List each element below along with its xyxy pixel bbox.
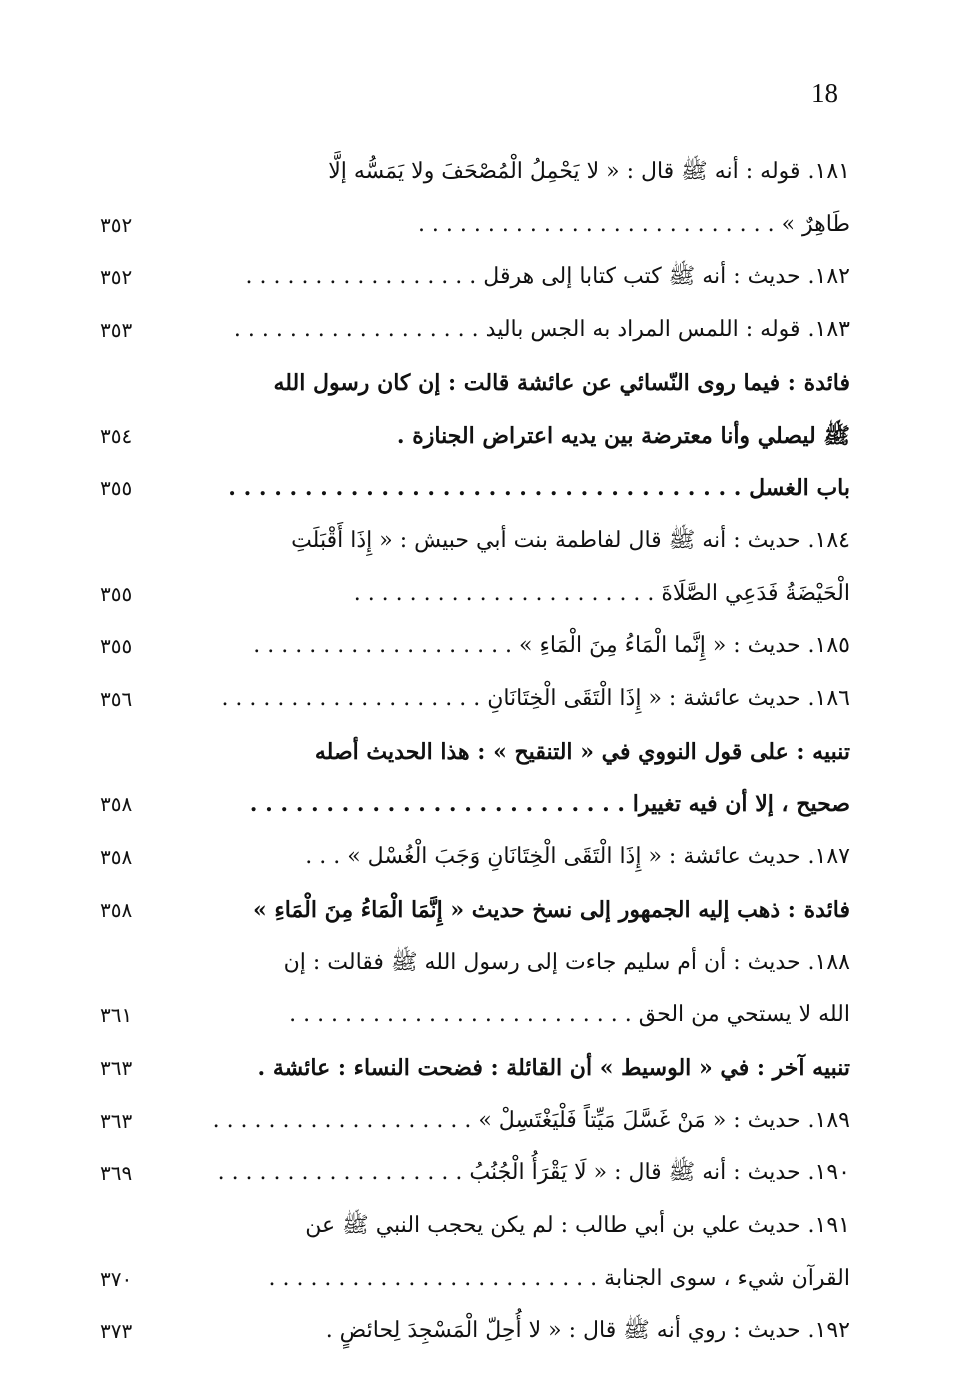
toc-entry-text: طَاهِرٌ »	[781, 212, 850, 237]
toc-entry-text: تنبيه : على قول النووي في « التنقيح » : هذا الحديث أصله	[314, 739, 850, 765]
toc-row	[100, 778, 850, 830]
toc-entry-text: ١٨٤. حديث : أنه ﷺ قال لفاطمة بنت أبي حبيش : « إِذَا أَقْبَلَتِ	[291, 528, 850, 553]
toc-entry	[210, 1200, 850, 1252]
toc-row	[100, 1095, 850, 1147]
toc-entry	[210, 515, 850, 567]
toc-entry	[210, 251, 850, 303]
toc-row	[100, 937, 850, 989]
toc-row	[100, 251, 850, 303]
toc-row	[100, 1042, 850, 1094]
toc-entry-text: ١٨٢. حديث : أنه ﷺ كتب كتابا إلى هرقل	[483, 264, 850, 289]
toc-entry	[210, 1253, 850, 1305]
toc-page-number: ٣٥٢	[100, 213, 133, 237]
toc-entry-text: ١٨١. قوله : أنه ﷺ قال : « لا يَحْمِلُ الْمُصْحَفَ ولا يَمَسُّه إلَّا	[328, 159, 850, 184]
toc-leader-dots: . . .	[305, 844, 348, 869]
page-number: 18	[811, 78, 838, 108]
toc-entry	[210, 726, 850, 778]
toc-entry	[210, 199, 850, 251]
toc-entry	[210, 462, 850, 514]
toc-entry-text: ١٩٢. حديث : روي أنه ﷺ قال : « لا أُحِلّ الْمَسْجِدَ لِحائضٍ .	[325, 1318, 850, 1343]
toc-entry-text: ١٨٧. حديث عائشة : « إِذَا الْتَقَى الْخِتَانَانِ وَجَبَ الْغُسْل »	[347, 844, 850, 869]
toc-entry-text: صحيح ، إلا أن فيه تغييرا	[632, 791, 850, 817]
toc-row	[100, 1253, 850, 1305]
toc-entry-text: ١٨٩. حديث : « مَنْ غَسَّلَ مَيِّتاً فَلْيَغْتَسِلْ »	[478, 1108, 850, 1133]
toc-leader-dots: . . . . . . . . . . . . . . . . . .	[233, 317, 486, 342]
toc-row	[100, 410, 850, 462]
toc-entry	[210, 410, 850, 462]
toc-page-number: ٣٦١	[100, 1003, 133, 1027]
toc-entry	[210, 568, 850, 620]
toc-entry	[210, 673, 850, 725]
toc-page-number: ٣٧٠	[100, 1267, 133, 1291]
toc-page-number: ٣٥٨	[100, 898, 133, 922]
toc-page-number: ٣٥٥	[100, 582, 133, 606]
toc-row	[100, 831, 850, 883]
toc-page-number: ٣٥٣	[100, 318, 133, 342]
toc-page-number: ٣٥٤	[100, 424, 133, 448]
toc-entry	[210, 778, 850, 830]
toc-leader-dots: . . . . . . . . . . . . . . . . . . . . . .	[353, 581, 662, 606]
toc-page-number: ٣٥٢	[100, 265, 133, 289]
toc-entry	[210, 1095, 850, 1147]
toc-entry-text: تنبيه آخر : في « الوسيط » أن القائلة : فضحت النساء : عائشة .	[257, 1055, 850, 1081]
toc-row	[100, 199, 850, 251]
toc-page-number: ٣٥٨	[100, 845, 133, 869]
toc-leader-dots: . . . . . . . . . . . . . . . . . . .	[221, 686, 488, 711]
toc-entry	[210, 1042, 850, 1094]
toc-entry	[210, 831, 850, 883]
toc-entry-text: الله لا يستحي من الحق	[638, 1002, 850, 1027]
toc-entry	[210, 304, 850, 356]
toc-entry-text: الْحَيْضَةُ فَدَعِي الصَّلَاةَ	[661, 581, 850, 606]
toc-entry-text: ١٩٠. حديث : أنه ﷺ قال : « لَا يَقْرَأُ الْجُنُبُ	[469, 1160, 850, 1185]
toc-row	[100, 1200, 850, 1252]
toc-leader-dots: . . . . . . . . . . . . . . . . . . . . . . . . .	[249, 791, 633, 817]
toc-entry	[210, 1147, 850, 1199]
toc-leader-dots: . . . . . . . . . . . . . . . . . . .	[212, 1108, 479, 1133]
toc-leader-dots: . . . . . . . . . . . . . . . . . . . . . . . .	[268, 1266, 605, 1291]
toc-entry-text: القرآن شيء ، سوى الجنابة	[604, 1266, 850, 1291]
toc-entry	[210, 989, 850, 1041]
toc-row	[100, 726, 850, 778]
toc-entry-text: ﷺ ليصلي وأنا معترضة بين يديه اعتراض الجنازة .	[396, 423, 850, 449]
toc-page-number: ٣٥٦	[100, 687, 133, 711]
toc-leader-dots: . . . . . . . . . . . . . . . . . . . . . . . . . .	[417, 212, 782, 237]
toc-page-number: ٣٥٨	[100, 792, 133, 816]
toc-entry	[210, 1305, 850, 1357]
toc-entry-text: فائدة : ذهب إليه الجمهور إلى نسخ حديث « إِنَّمَا الْمَاءُ مِنَ الْمَاءِ »	[252, 897, 850, 923]
toc-entry-text: ١٨٣. قوله : اللمس المراد به الجس باليد	[485, 317, 850, 342]
toc-page-number: ٣٦٩	[100, 1161, 133, 1185]
toc-leader-dots: . . . . . . . . . . . . . . . . . . . . . . . . .	[289, 1002, 639, 1027]
toc-entry-text: باب الغسل	[749, 475, 850, 501]
toc-row	[100, 673, 850, 725]
toc-entry-text: ١٨٥. حديث : « إِنَّما الْمَاءُ مِنَ الْمَاءِ »	[519, 633, 850, 658]
toc-row	[100, 146, 850, 198]
toc-entry-text: ١٨٦. حديث عائشة : « إِذَا الْتَقَى الْخِتَانَانِ	[487, 686, 850, 711]
toc-row	[100, 989, 850, 1041]
toc-row	[100, 357, 850, 409]
toc-row	[100, 515, 850, 567]
toc-leader-dots: . . . . . . . . . . . . . . . . . . . . . . . . . . . . . . . . . .	[228, 475, 750, 501]
toc-row	[100, 304, 850, 356]
toc-entry-text: فائدة : فيما روى النّسائي عن عائشة قالت : إن كان رسول الله	[273, 370, 850, 396]
toc-entry	[210, 357, 850, 409]
toc-entry	[210, 146, 850, 198]
toc-entry	[210, 884, 850, 936]
toc-entry	[210, 620, 850, 672]
toc-row	[100, 568, 850, 620]
toc-page-number: ٣٦٣	[100, 1056, 133, 1080]
toc-entry-text: ١٨٨. حديث : أن أم سليم جاءت إلى رسول الله ﷺ فقالت : إن	[283, 950, 850, 975]
toc-entry	[210, 937, 850, 989]
toc-leader-dots: . . . . . . . . . . . . . . . . .	[245, 264, 484, 289]
toc-page-number: ٣٧٣	[100, 1319, 133, 1343]
toc-row	[100, 884, 850, 936]
toc-page-number: ٣٥٥	[100, 476, 133, 500]
toc-row	[100, 1305, 850, 1357]
toc-row	[100, 620, 850, 672]
toc-leader-dots: . . . . . . . . . . . . . . . . . . .	[253, 633, 520, 658]
toc-page-number: ٣٥٥	[100, 634, 133, 658]
toc-row	[100, 462, 850, 514]
toc-page-number: ٣٦٣	[100, 1109, 133, 1133]
toc-entry-text: ١٩١. حديث علي بن أبي طالب : لم يكن يحجب النبي ﷺ عن	[305, 1213, 850, 1238]
toc-row	[100, 1147, 850, 1199]
toc-leader-dots: . . . . . . . . . . . . . . . . . .	[217, 1160, 470, 1185]
